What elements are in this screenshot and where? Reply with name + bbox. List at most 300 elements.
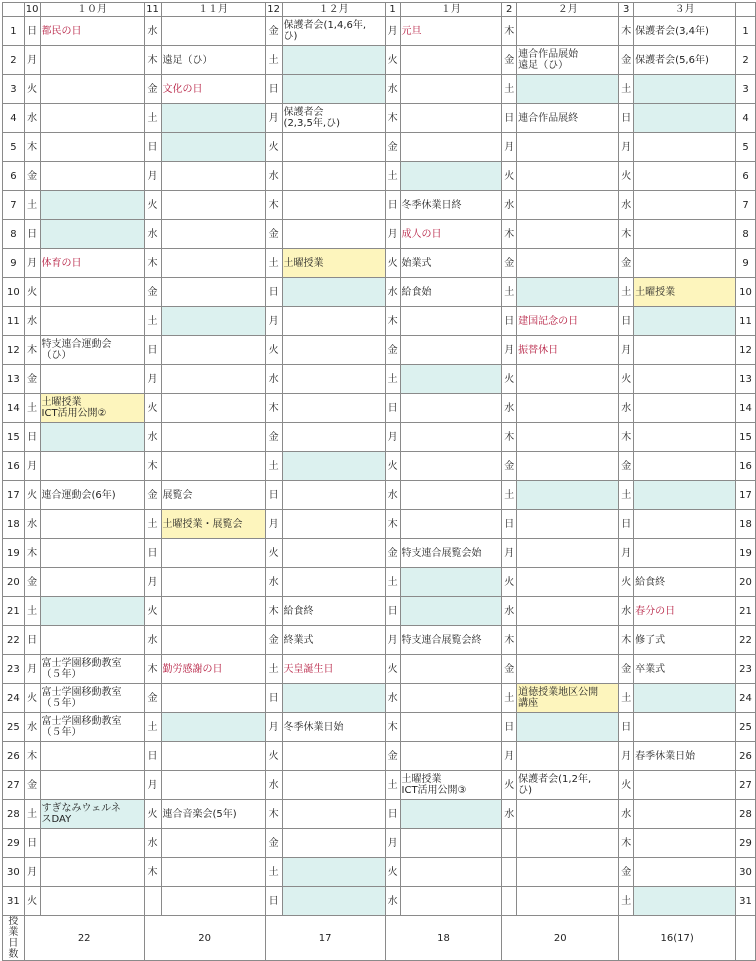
weekday-cell: 水 [385,481,400,510]
event-cell: 遠足（ひ） [161,46,265,75]
weekday-cell: 金 [265,17,282,46]
event-cell: 終業式 [282,626,385,655]
event-cell [634,887,736,916]
weekday-cell: 火 [24,887,40,916]
weekday-cell: 木 [144,655,161,684]
weekday-cell: 火 [619,365,634,394]
event-cell: 特支連合展覧会終 [400,626,502,655]
day-number-cell-right: 28 [736,800,756,829]
event-cell [282,307,385,336]
weekday-cell: 金 [24,365,40,394]
event-cell [40,162,144,191]
day-number-cell: 23 [3,655,25,684]
weekday-cell: 水 [144,17,161,46]
day-row [3,597,756,626]
event-cell [161,742,265,771]
event-cell [282,887,385,916]
event-cell [517,829,619,858]
day-number-cell-right: 19 [736,539,756,568]
footer-end-cell [736,916,756,961]
event-cell [282,423,385,452]
day-number-cell: 15 [3,423,25,452]
event-cell [634,162,736,191]
day-number-cell: 17 [3,481,25,510]
weekday-cell: 火 [265,133,282,162]
weekday-cell: 金 [502,655,517,684]
event-cell [400,365,502,394]
day-number-cell-right: 14 [736,394,756,423]
weekday-cell: 土 [144,307,161,336]
event-cell: 道徳授業地区公開 講座 [517,684,619,713]
weekday-cell: 日 [24,626,40,655]
weekday-cell: 日 [502,713,517,742]
weekday-cell: 土 [619,75,634,104]
day-number-cell: 24 [3,684,25,713]
weekday-cell: 水 [619,394,634,423]
day-number-cell-right: 17 [736,481,756,510]
weekday-cell: 水 [24,307,40,336]
weekday-cell: 日 [24,220,40,249]
event-cell [282,133,385,162]
event-cell [634,307,736,336]
event-cell [634,249,736,278]
weekday-cell: 日 [24,829,40,858]
event-cell [40,742,144,771]
day-number-cell-right: 29 [736,829,756,858]
class-days-count: 18 [385,916,502,961]
weekday-cell: 金 [24,162,40,191]
event-cell [40,423,144,452]
weekday-cell: 水 [502,191,517,220]
weekday-cell: 月 [144,568,161,597]
weekday-cell: 土 [144,510,161,539]
weekday-cell: 金 [144,684,161,713]
event-cell [517,655,619,684]
event-cell [161,771,265,800]
weekday-cell: 土 [502,75,517,104]
event-cell [634,423,736,452]
day-number-cell-right: 30 [736,858,756,887]
school-calendar-table [2,2,756,961]
event-cell [517,249,619,278]
day-row [3,481,756,510]
weekday-cell: 月 [265,510,282,539]
event-cell [282,452,385,481]
event-cell [517,75,619,104]
event-cell [400,104,502,133]
weekday-cell: 水 [265,771,282,800]
event-cell [517,626,619,655]
day-number-cell: 25 [3,713,25,742]
weekday-cell: 土 [619,278,634,307]
weekday-cell: 日 [144,133,161,162]
day-row [3,336,756,365]
event-cell [517,713,619,742]
day-number-cell-right: 6 [736,162,756,191]
event-cell [40,278,144,307]
weekday-cell: 水 [24,713,40,742]
event-cell [40,46,144,75]
month-label-cell: ２月 [517,3,619,17]
weekday-cell: 火 [265,539,282,568]
event-cell [517,510,619,539]
event-cell [161,336,265,365]
event-cell [161,713,265,742]
event-cell [40,829,144,858]
event-cell [282,46,385,75]
day-row [3,858,756,887]
event-cell [40,75,144,104]
event-cell [517,17,619,46]
weekday-cell: 火 [24,75,40,104]
day-number-cell: 5 [3,133,25,162]
weekday-cell: 火 [502,365,517,394]
event-cell: 連合運動会(6年) [40,481,144,510]
day-row [3,17,756,46]
event-cell [282,162,385,191]
event-cell [517,133,619,162]
day-number-cell: 26 [3,742,25,771]
weekday-cell: 金 [385,336,400,365]
weekday-cell: 火 [385,452,400,481]
class-days-count: 17 [265,916,385,961]
day-row [3,394,756,423]
month-label-cell: １１月 [161,3,265,17]
day-number-cell-right: 7 [736,191,756,220]
event-cell [161,365,265,394]
event-cell [400,394,502,423]
day-row [3,684,756,713]
day-row [3,423,756,452]
event-cell [400,655,502,684]
class-days-label: 授業日 数 [3,916,25,961]
event-cell [282,365,385,394]
month-header-row [3,3,756,17]
event-cell: 展覧会 [161,481,265,510]
weekday-cell: 月 [24,249,40,278]
event-cell [282,75,385,104]
event-cell [161,858,265,887]
weekday-cell: 日 [265,278,282,307]
weekday-cell: 火 [265,336,282,365]
event-cell: 冬季休業日始 [282,713,385,742]
event-cell: 給食終 [634,568,736,597]
event-cell: 特支連合展覧会始 [400,539,502,568]
day-number-cell: 18 [3,510,25,539]
day-number-cell-right: 12 [736,336,756,365]
weekday-cell: 水 [385,278,400,307]
event-cell [40,887,144,916]
weekday-cell: 木 [144,452,161,481]
class-days-count: 22 [24,916,144,961]
event-cell [40,568,144,597]
day-row [3,365,756,394]
weekday-cell: 火 [502,568,517,597]
event-cell [282,539,385,568]
event-cell: 体育の日 [40,249,144,278]
weekday-cell: 火 [619,162,634,191]
event-cell [517,423,619,452]
weekday-cell: 日 [265,481,282,510]
month-number-cell: 3 [619,3,634,17]
event-cell: 成人の日 [400,220,502,249]
event-cell [634,75,736,104]
event-cell [400,713,502,742]
day-row [3,742,756,771]
event-cell [40,133,144,162]
event-cell [517,597,619,626]
day-number-cell: 20 [3,568,25,597]
weekday-cell: 土 [144,104,161,133]
weekday-cell: 水 [385,75,400,104]
weekday-cell: 木 [265,597,282,626]
weekday-cell: 木 [24,539,40,568]
weekday-cell: 月 [24,46,40,75]
event-cell [282,220,385,249]
event-cell [161,104,265,133]
month-number-cell: 12 [265,3,282,17]
day-number-cell-right: 20 [736,568,756,597]
weekday-cell: 水 [265,365,282,394]
event-cell [161,17,265,46]
weekday-cell: 木 [502,423,517,452]
event-cell: 勤労感謝の日 [161,655,265,684]
event-cell [282,568,385,597]
weekday-cell: 火 [144,597,161,626]
event-cell [282,858,385,887]
day-number-cell-right: 16 [736,452,756,481]
weekday-cell: 日 [385,800,400,829]
day-number-cell: 3 [3,75,25,104]
weekday-cell: 水 [265,162,282,191]
weekday-cell: 月 [619,742,634,771]
event-cell [161,278,265,307]
event-cell: 土曜授業 [282,249,385,278]
day-number-cell-right: 23 [736,655,756,684]
event-cell [40,597,144,626]
weekday-cell [144,887,161,916]
day-number-cell-right: 15 [736,423,756,452]
weekday-cell: 水 [502,800,517,829]
event-cell [161,394,265,423]
event-cell: 保護者会(1,4,6年, ひ) [282,17,385,46]
event-cell: 土曜授業 ICT活用公開③ [400,771,502,800]
event-cell [634,800,736,829]
day-row [3,191,756,220]
weekday-cell: 火 [144,394,161,423]
event-cell: 保護者会(3,4年) [634,17,736,46]
weekday-cell: 金 [385,133,400,162]
event-cell [282,481,385,510]
weekday-cell: 月 [385,423,400,452]
weekday-cell: 木 [144,46,161,75]
event-cell [161,307,265,336]
event-cell [282,336,385,365]
weekday-cell: 木 [619,17,634,46]
weekday-cell: 日 [502,307,517,336]
day-number-cell: 14 [3,394,25,423]
event-cell [400,800,502,829]
weekday-cell: 水 [385,887,400,916]
weekday-cell: 土 [24,394,40,423]
day-number-cell-right: 21 [736,597,756,626]
event-cell [400,481,502,510]
weekday-cell: 月 [144,162,161,191]
event-cell [517,568,619,597]
weekday-cell: 水 [502,597,517,626]
day-number-cell: 22 [3,626,25,655]
event-cell [400,510,502,539]
day-number-cell-right: 11 [736,307,756,336]
event-cell [400,75,502,104]
event-cell [634,858,736,887]
event-cell [161,626,265,655]
weekday-cell [502,858,517,887]
event-cell [634,191,736,220]
weekday-cell: 木 [24,133,40,162]
weekday-cell: 木 [502,220,517,249]
weekday-cell: 木 [502,626,517,655]
day-number-cell-right: 25 [736,713,756,742]
weekday-cell: 日 [619,307,634,336]
weekday-cell: 木 [144,858,161,887]
day-number-cell: 2 [3,46,25,75]
event-cell [634,539,736,568]
weekday-cell: 木 [385,713,400,742]
event-cell [400,597,502,626]
day-row [3,771,756,800]
weekday-cell: 木 [144,249,161,278]
weekday-cell: 水 [619,800,634,829]
event-cell: 特支連合運動会 （ひ） [40,336,144,365]
event-cell: すぎなみウェルネ スDAY [40,800,144,829]
weekday-cell: 月 [265,307,282,336]
weekday-cell: 月 [144,771,161,800]
day-number-cell-right: 2 [736,46,756,75]
day-number-cell-right: 3 [736,75,756,104]
event-cell [161,887,265,916]
day-number-cell: 8 [3,220,25,249]
event-cell: 土曜授業・展覧会 [161,510,265,539]
event-cell [40,452,144,481]
weekday-cell: 土 [265,452,282,481]
event-cell [400,858,502,887]
day-number-cell: 31 [3,887,25,916]
weekday-cell: 金 [144,75,161,104]
day-number-cell: 19 [3,539,25,568]
event-cell [400,162,502,191]
event-cell: 元旦 [400,17,502,46]
event-cell [40,220,144,249]
month-label-cell: １月 [400,3,502,17]
day-number-cell-right: 9 [736,249,756,278]
day-number-cell-right: 13 [736,365,756,394]
day-number-cell: 29 [3,829,25,858]
day-number-cell: 6 [3,162,25,191]
event-cell: 富士学園移動教室 （５年） [40,684,144,713]
weekday-cell: 金 [265,220,282,249]
day-number-cell-right: 27 [736,771,756,800]
event-cell [400,829,502,858]
event-cell [282,829,385,858]
weekday-cell: 金 [619,452,634,481]
day-number-cell: 12 [3,336,25,365]
weekday-cell: 火 [24,481,40,510]
weekday-cell: 月 [24,452,40,481]
event-cell [634,713,736,742]
day-row [3,713,756,742]
event-cell [161,452,265,481]
weekday-cell: 土 [265,46,282,75]
event-cell: 振替休日 [517,336,619,365]
event-cell: 建国記念の日 [517,307,619,336]
day-number-cell: 13 [3,365,25,394]
weekday-cell: 金 [24,568,40,597]
event-cell [634,452,736,481]
weekday-cell: 木 [619,220,634,249]
month-number-cell: 1 [385,3,400,17]
weekday-cell: 木 [385,510,400,539]
weekday-cell: 日 [502,104,517,133]
weekday-cell: 月 [385,220,400,249]
month-number-cell: 10 [25,4,39,15]
event-cell: 始業式 [400,249,502,278]
weekday-cell: 土 [385,771,400,800]
day-row [3,829,756,858]
event-cell [282,394,385,423]
event-cell [40,510,144,539]
event-cell: 連合作品展始 遠足（ひ） [517,46,619,75]
weekday-cell: 水 [385,684,400,713]
weekday-cell: 水 [24,510,40,539]
corner-cell-right [736,3,756,17]
event-cell [634,510,736,539]
event-cell [282,510,385,539]
event-cell: 保護者会(5,6年) [634,46,736,75]
weekday-cell: 金 [144,481,161,510]
weekday-cell: 水 [24,104,40,133]
event-cell [400,887,502,916]
event-cell [40,307,144,336]
weekday-cell: 火 [619,568,634,597]
weekday-cell: 水 [144,829,161,858]
weekday-cell: 金 [619,249,634,278]
event-cell [282,742,385,771]
day-row [3,307,756,336]
event-cell: 冬季休業日終 [400,191,502,220]
weekday-cell: 火 [385,46,400,75]
event-cell [400,684,502,713]
event-cell [282,800,385,829]
weekday-cell: 金 [265,829,282,858]
weekday-cell: 金 [265,626,282,655]
day-number-cell-right: 10 [736,278,756,307]
day-number-cell-right: 31 [736,887,756,916]
weekday-cell: 木 [265,800,282,829]
weekday-cell: 土 [24,800,40,829]
weekday-cell: 月 [385,626,400,655]
event-cell [517,394,619,423]
weekday-cell: 水 [144,220,161,249]
month-label-cell: １０月 [40,3,144,17]
event-cell [161,597,265,626]
event-cell [40,365,144,394]
event-cell [517,887,619,916]
weekday-cell: 金 [619,46,634,75]
weekday-cell: 水 [619,597,634,626]
day-number-cell: 7 [3,191,25,220]
day-number-cell-right: 24 [736,684,756,713]
